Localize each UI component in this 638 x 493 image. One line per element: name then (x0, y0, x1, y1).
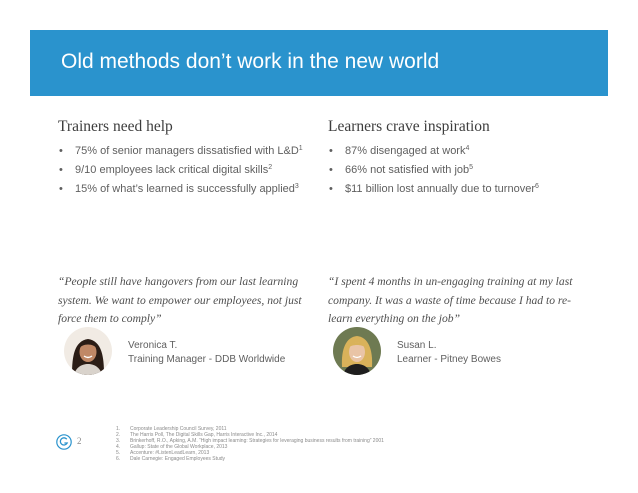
bullet-text: 66% not satisfied with job (345, 164, 470, 176)
person-title: Training Manager - DDB Worldwide (128, 354, 286, 365)
bullet-item (328, 144, 598, 158)
bullet-dot-icon: • (329, 164, 333, 176)
footnote-item (116, 456, 384, 462)
person-caption-susan (397, 339, 501, 367)
bullet-text: $11 billion lost annually due to turnover (345, 183, 535, 195)
bullet-dot-icon: • (329, 183, 333, 195)
testimonial-quote-susan: “I spent 4 months in un-engaging training at my last company. It was a waste of time because I had to re-learn everything on the job” (328, 275, 573, 325)
bullet-item (58, 144, 320, 158)
learners-bullet-list (328, 144, 598, 196)
footnote-text: Dale Carnegie: Engaged Employees Study (130, 456, 226, 462)
page-number: 2 (77, 436, 82, 446)
bullet-dot-icon: • (59, 164, 63, 176)
footnote-ref: 2 (268, 164, 273, 171)
footnote-number: 2. (116, 432, 121, 438)
footnote-text: Corporate Leadership Council Survey, 2011 (130, 426, 227, 432)
person-name: Veronica T. (128, 340, 178, 351)
footnote-text: Brinkerhoff, R.O., Apking, A.M. “High impact learning: Strategies for leveraging business results from training” 2001 (130, 438, 384, 444)
person-title: Learner - Pitney Bowes (397, 354, 501, 365)
trainers-bullet-list (58, 144, 320, 196)
bullet-item (58, 163, 320, 177)
person-name: Susan L. (397, 340, 437, 351)
footnotes-list (116, 426, 384, 462)
footnote-number: 5. (116, 450, 121, 456)
title-banner (30, 30, 608, 96)
footnote-text: Gallup: State of the Global Workplace, 2013 (130, 444, 228, 450)
person-caption-veronica (128, 339, 285, 367)
bullet-item (328, 163, 598, 177)
bullet-dot-icon: • (59, 183, 63, 195)
bullet-item (328, 182, 598, 196)
column-heading-learners: Learners crave inspiration (328, 118, 490, 135)
bullet-dot-icon: • (59, 145, 63, 157)
bullet-dot-icon: • (329, 145, 333, 157)
learners-column (328, 118, 598, 201)
trainers-column (58, 118, 320, 201)
avatar-susan (333, 327, 381, 375)
column-heading-trainers: Trainers need help (58, 118, 173, 135)
footnote-number: 3. (116, 438, 121, 444)
testimonial-quote-veronica: “People still have hangovers from our last learning system. We want to empower our employees, not just force them to comply” (58, 275, 302, 325)
slide-title: Old methods don’t work in the new world (61, 50, 440, 73)
footnote-text: Accenture: #ListenLeadLearn, 2013 (130, 450, 210, 456)
bullet-text: 75% of senior managers dissatisfied with L&D (75, 145, 299, 157)
footnote-number: 6. (116, 456, 121, 462)
bullet-text: 9/10 employees lack critical digital skills (75, 164, 269, 176)
footnote-ref: 5 (469, 164, 474, 171)
footnote-ref: 1 (298, 145, 303, 152)
footnote-text: The Harris Poll, The Digital Skills Gap, Harris Interactive Inc., 2014 (130, 432, 278, 438)
g-logo-icon (56, 434, 72, 450)
footnote-ref: 4 (465, 145, 470, 152)
footnote-number: 4. (116, 444, 121, 450)
avatar-veronica (64, 327, 112, 375)
footnote-ref: 6 (534, 183, 539, 190)
footnote-ref: 3 (294, 183, 299, 190)
bullet-text: 15% of what’s learned is successfully applied (75, 183, 295, 195)
bullet-item (58, 182, 320, 196)
bullet-text: 87% disengaged at work (345, 145, 466, 157)
footnote-number: 1. (116, 426, 121, 432)
